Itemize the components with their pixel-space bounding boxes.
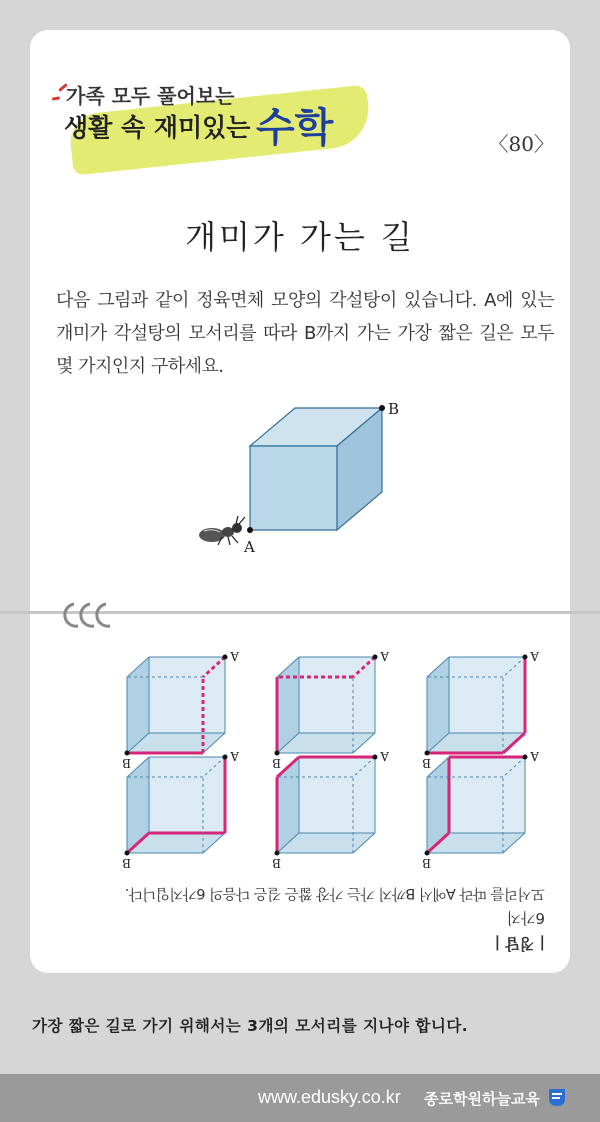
answer-cube	[422, 749, 540, 870]
problem-text: 다음 그림과 같이 정육면체 모양의 각설탕이 있습니다. A에 있는 개미가 각설탕의 모서리를 따라 B까지 가는 가장 짧은 길은 모두 몇 가지인지 구하세요.	[56, 290, 554, 377]
vertex-a	[247, 527, 253, 533]
vertex-b	[125, 851, 130, 856]
vertex-b	[275, 751, 280, 756]
page-number: 〈80〉	[488, 132, 554, 156]
vertex-a	[373, 655, 378, 660]
answer-value: 6가지	[506, 909, 545, 927]
answer-cube	[272, 649, 390, 770]
answer-label: | 정답 |	[494, 935, 545, 953]
vertex-a	[523, 755, 528, 760]
answer-cube	[422, 649, 540, 770]
vertex-b	[125, 751, 130, 756]
series-line2: 생활 속 재미있는	[64, 113, 251, 142]
vertex-a	[223, 755, 228, 760]
label-a: A	[230, 649, 239, 663]
label-b: B	[388, 400, 400, 418]
answer-cube	[122, 749, 240, 870]
vertex-b	[425, 751, 430, 756]
answer-cube	[122, 649, 240, 770]
answer-paths-grid	[85, 649, 545, 870]
publisher-logo-icon	[546, 1086, 568, 1108]
label-b: B	[122, 756, 131, 770]
website-link[interactable]: www.edusky.co.kr	[258, 1087, 401, 1107]
label-b: B	[422, 856, 431, 870]
series-line1: 가족 모두 풀어보는	[66, 84, 235, 108]
label-b: B	[122, 856, 131, 870]
label-b: B	[272, 856, 281, 870]
ant-icon	[199, 516, 245, 545]
label-a: A	[380, 749, 389, 763]
label-b: B	[422, 756, 431, 770]
label-a: A	[380, 649, 389, 663]
vertex-a	[223, 655, 228, 660]
vertex-b	[425, 851, 430, 856]
answer-block-upside-down	[85, 649, 545, 955]
binder-rings	[60, 598, 120, 634]
series-math: 수학	[256, 105, 334, 151]
hint-text: 가장 짧은 길로 가기 위해서는 3개의 모서리를 지나야 합니다.	[32, 1017, 469, 1035]
answer-cube	[272, 749, 390, 870]
label-a: A	[244, 538, 255, 556]
vertex-b	[379, 405, 385, 411]
answer-explanation: 모서리를 따라 A에서 B까지 가는 가장 짧은 길은 다음의 6가지입니다.	[125, 885, 545, 901]
vertex-a	[373, 755, 378, 760]
problem-title: 개미가 가는 길	[185, 218, 415, 256]
label-b: B	[272, 756, 281, 770]
cube-figure	[190, 398, 420, 568]
publisher-name: 종로학원하늘교육	[424, 1090, 540, 1108]
label-a: A	[230, 749, 239, 763]
vertex-b	[275, 851, 280, 856]
label-a: A	[530, 749, 539, 763]
label-a: A	[530, 649, 539, 663]
footer-bar	[0, 1074, 600, 1122]
vertex-a	[523, 655, 528, 660]
